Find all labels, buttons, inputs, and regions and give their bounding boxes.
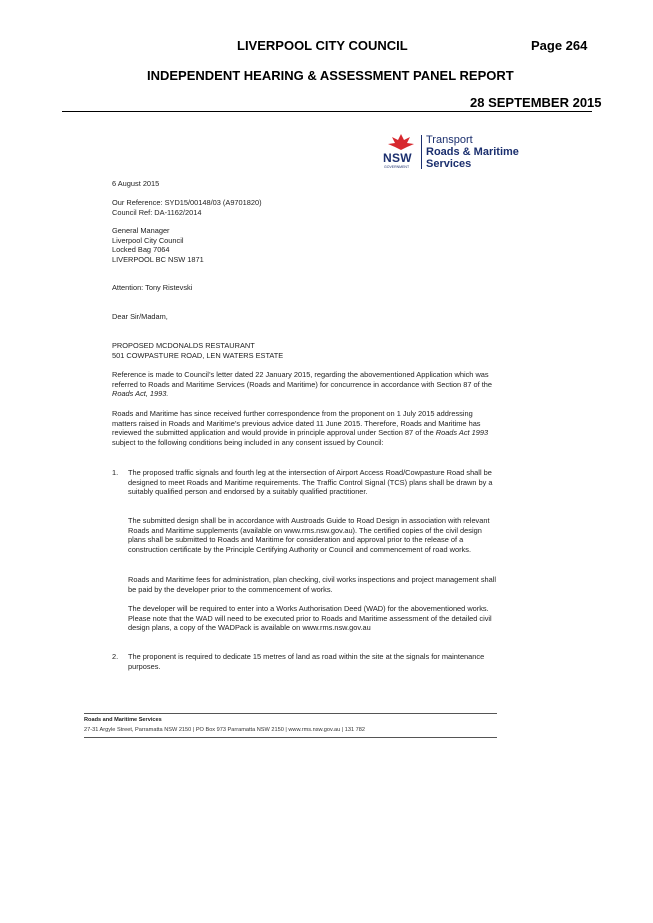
condition-1-fees: [128, 575, 498, 594]
attention-line: Attention: Tony Ristevski: [112, 283, 193, 292]
condition-number: 2.: [112, 652, 119, 661]
condition-paragraph: The proponent is required to dedicate 15 metres of land as road within the site at the signals for maintenance purposes.: [128, 652, 485, 671]
paragraph-review: [112, 409, 497, 447]
condition-1-wad: [128, 604, 498, 633]
salutation: Dear Sir/Madam,: [112, 312, 168, 321]
logo-services: Services: [426, 158, 472, 170]
condition-paragraph: Roads and Maritime fees for administration, plan checking, civil works inspections and project management shall be paid by the developer prior to the commencement of works.: [128, 575, 497, 594]
footer-rule-bottom: [84, 737, 497, 738]
condition-1-design: [128, 516, 498, 554]
condition-paragraph: The proposed traffic signals and fourth leg at the intersection of Airport Access Road/Cowpasture Road shall be designed to meet Roads and Maritime requirements. The Traffic Control Signal (TCS) plans shall be drawn by a suitably qualified person and endorsed by a suitably qualified practitioner.: [128, 468, 493, 497]
header-rule: [62, 111, 592, 112]
subject-line: PROPOSED MCDONALDS RESTAURANT: [112, 341, 255, 350]
act-citation: Roads Act 1993: [435, 428, 489, 438]
report-title: INDEPENDENT HEARING & ASSESSMENT PANEL REPORT: [147, 68, 514, 83]
subject-block: [112, 341, 497, 360]
paragraph-reference: [112, 370, 497, 399]
nsw-mark: NSW: [383, 151, 412, 165]
footer-org: Roads and Maritime Services: [84, 717, 162, 723]
condition-number: 1.: [112, 468, 119, 477]
condition-1-text: [128, 468, 498, 497]
condition-2-text: [128, 652, 498, 671]
condition-paragraph: The developer will be required to enter into a Works Authorisation Deed (WAD) for the abovementioned works. Please note that the WAD will need to be executed prior to Roads and Maritime assessment of the detailed civil design plans, a copy of the WADPack is available on www.rms.nsw.gov.au: [128, 604, 492, 633]
report-date: 28 SEPTEMBER 2015: [470, 95, 602, 110]
rms-logo: [383, 133, 523, 173]
council-name: LIVERPOOL CITY COUNCIL: [237, 38, 408, 53]
letter-date: 6 August 2015: [112, 179, 160, 188]
subject-address: 501 COWPASTURE ROAD, LEN WATERS ESTATE: [112, 350, 284, 360]
address-line: LIVERPOOL BC NSW 1871: [112, 254, 204, 264]
condition-paragraph: The submitted design shall be in accordance with Austroads Guide to Road Design in association with relevant Roads and Maritime supplements (available on www.rms.nsw.gov.au). The certified copies of the civil design plans shall be submitted to Roads and Maritime for consideration and approval prior to the release of a construction certificate by the Principle Certifying Authority or Council and commencement of road works.: [128, 516, 490, 554]
council-reference: Council Ref: DA-1162/2014: [112, 207, 202, 217]
logo-transport: Transport: [426, 134, 473, 146]
footer-address: 27-31 Argyle Street, Parramatta NSW 2150 | PO Box 973 Parramatta NSW 2150 | www.rms.nsw.gov.au | 131 782: [84, 727, 365, 733]
address-line: Locked Bag 7064: [112, 245, 170, 255]
government-mark: GOVERNMENT: [384, 165, 410, 169]
act-citation: Roads Act, 1993.: [112, 389, 169, 399]
reference-block: [112, 198, 497, 217]
address-line: General Manager: [112, 226, 170, 235]
paragraph-text: subject to the following conditions being included in any consent issued by Council:: [112, 437, 384, 447]
page-number: Page 264: [531, 38, 588, 53]
our-reference: Our Reference: SYD15/00148/03 (A9701820): [112, 198, 262, 207]
recipient-address: [112, 226, 497, 264]
logo-divider: [421, 135, 422, 169]
footer-rule-top: [84, 713, 497, 714]
address-line: Liverpool City Council: [112, 235, 184, 245]
logo-roads-maritime: Roads & Maritime: [426, 146, 519, 158]
waratah-icon: [386, 133, 416, 151]
paragraph-text: Reference is made to Council’s letter dated 22 January 2015, regarding the abovementioned Application which was referred to Roads and Maritime Services (Roads and Maritime) for concurrence in accordance with Section 87 of the: [112, 370, 492, 389]
paragraph-text: Roads and Maritime has since received further correspondence from the proponent on 1 July 2015 addressing matters raised in Roads and Maritime’s previous advice dated 11 June 2015. Therefore, Roads and Maritime has reviewed the submitted application and would provide in principle approval under Section 87 of the: [112, 409, 481, 438]
